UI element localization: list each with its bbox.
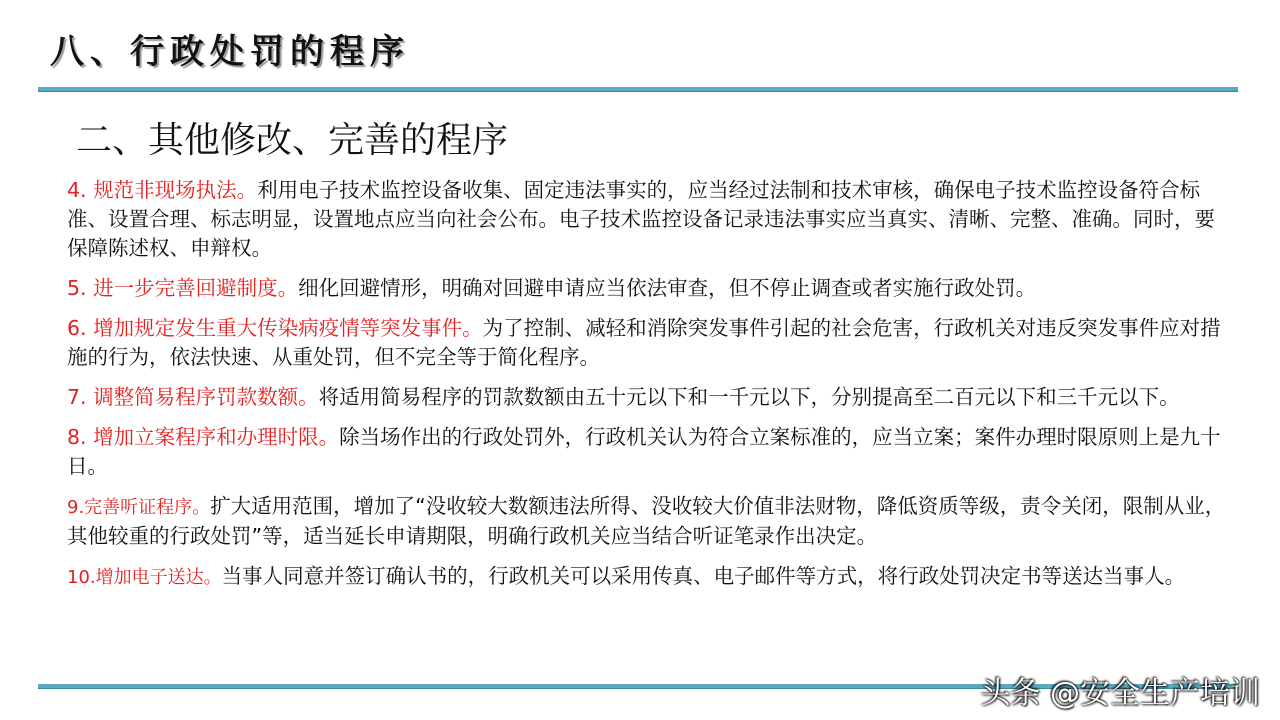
list-item-6 [67, 314, 1232, 372]
item-lead: 5. 进一步完善回避制度。 [67, 276, 299, 300]
item-lead: 8. 增加立案程序和办理时限。 [67, 425, 340, 449]
list-item-9 [67, 492, 1232, 551]
item-body: 将适用简易程序的罚款数额由五十元以下和一千元以下，分别提高至二百元以下和三千元以下。 [318, 385, 1180, 409]
item-lead: 6. 增加规定发生重大传染病疫情等突发事件。 [67, 316, 483, 340]
item-body: 细化回避情形，明确对回避申请应当依法审查，但不停止调查或者实施行政处罚。 [298, 276, 1037, 300]
page-title: 八、行政处罚的程序 [50, 32, 410, 72]
item-body: 当事人同意并签订确认书的，行政机关可以采用传真、电子邮件等方式，将行政处罚决定书等送达当事人。 [221, 564, 1186, 588]
content-list [67, 176, 1232, 603]
list-item-4 [67, 176, 1232, 263]
section-subtitle: 二、其他修改、完善的程序 [76, 120, 509, 161]
item-lead: 10.增加电子送达。 [67, 567, 222, 588]
item-body: 除当场作出的行政处罚外，行政机关认为符合立案标准的，应当立案；案件办理时限原则上是九十日。 [67, 425, 1221, 478]
item-body: 利用电子技术监控设备收集、固定违法事实的，应当经过法制和技术审核，确保电子技术监控设备符合标准、设置合理、标志明显，设置地点应当向社会公布。电子技术监控设备记录违法事实应当真实、清晰、完整、准确。同时，要保障陈述权、申辩权。 [67, 178, 1215, 260]
item-lead: 9.完善听证程序。 [67, 497, 211, 518]
list-item-10 [67, 562, 1232, 592]
item-lead: 4. 规范非现场执法。 [67, 178, 258, 202]
list-item-7 [67, 383, 1232, 412]
list-item-8 [67, 423, 1232, 481]
header-divider [38, 87, 1238, 91]
watermark: 头条 @安全生产培训 [980, 676, 1260, 711]
item-lead: 7. 调整简易程序罚款数额。 [67, 385, 319, 409]
item-body: 为了控制、减轻和消除突发事件引起的社会危害，行政机关对违反突发事件应对措施的行为，依法快速、从重处罚，但不完全等于简化程序。 [67, 316, 1221, 369]
list-item-5 [67, 274, 1232, 303]
item-body: 扩大适用范围，增加了“没收较大数额违法所得、没收较大价值非法财物，降低资质等级，责令关闭，限制从业，其他较重的行政处罚”等，适当延长申请期限，明确行政机关应当结合听证笔录作出决定。 [67, 494, 1226, 548]
